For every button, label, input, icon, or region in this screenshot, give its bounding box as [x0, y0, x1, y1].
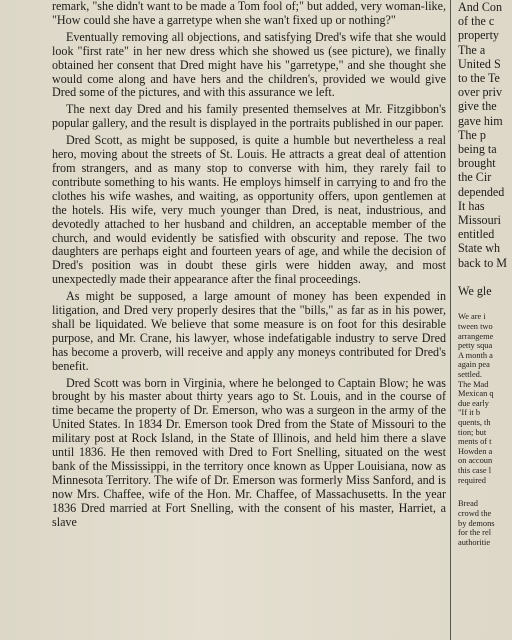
adjacent-column-line: Mexican q [458, 389, 494, 399]
adjacent-column-line: The Mad [458, 379, 489, 389]
adjacent-column-line [458, 485, 512, 499]
adjacent-column-line: Howden a [458, 446, 493, 456]
adjacent-column-line: We gle [458, 284, 492, 299]
adjacent-column-line: "If it b [458, 408, 481, 418]
adjacent-column-line: of the c [458, 14, 495, 29]
adjacent-column-line: petty squa [458, 341, 493, 351]
adjacent-column-line: We are i [458, 312, 486, 322]
adjacent-column-line: And Con [458, 0, 503, 14]
adjacent-column-line: over priv [458, 85, 502, 100]
adjacent-column-line: arrangeme [458, 331, 494, 341]
column-rule [450, 0, 451, 640]
adjacent-column-line: to the Te [458, 71, 500, 86]
adjacent-column-line: being ta [458, 142, 497, 157]
article-paragraph: The next day Dred and his family presented themselves at Mr. Fitzgibbon's popular gallery, and the result is displayed in the portraits published in our paper. [52, 102, 446, 131]
adjacent-column-line: property [458, 28, 499, 43]
adjacent-column-line: brought [458, 156, 496, 171]
adjacent-column-line: quents, th [458, 417, 491, 427]
adjacent-column-line: gave him [458, 113, 503, 128]
adjacent-column-line: back to M [458, 255, 508, 270]
adjacent-column-line: settled. [458, 370, 482, 379]
article-paragraph: Dred Scott was born in Virginia, where he belonged to Captain Blow; he was brought by his master about thirty years ago to St. Louis, and in the course of time became the property of Dr. Emerson, who was a surgeon in the army of the United States. In 1834 Dr. Emerson took Dred from the State of Missouri to the military post at Rock Island, in the State of Illinois, and held him there a slave until 1836. He then removed with Dred to Fort Snelling, situated on the west bank of the Mississippi, in the territory once known as Upper Louisiana, now as Minnesota Territory. The wife of Dr. Emerson was formerly Miss Sanford, and is now Mrs. Chaffee, wife of the Hon. Mr. Chaffee, of Massachusetts. In the year 1836 Dred married at Fort Snelling, with the consent of his master, Harriet, a slave [52, 375, 446, 529]
adjacent-column-line: due early [458, 398, 489, 408]
adjacent-column-line: tween two [458, 322, 493, 332]
adjacent-column-line: the Cir [458, 170, 492, 185]
adjacent-column-line: The p [458, 127, 486, 142]
adjacent-column-line: entitled [458, 227, 495, 242]
adjacent-column-line: It has [458, 198, 485, 213]
article-paragraph: remark, "she didn't want to be made a Tom fool of;" but added, very woman-like, "How could she have a garretype when she wan't fixed up or nothing?" [52, 0, 446, 27]
adjacent-column-line: A month a [458, 350, 493, 360]
adjacent-column-line: depended [458, 184, 505, 199]
adjacent-column-line: Bread [458, 499, 478, 509]
adjacent-column-line: Missouri [458, 213, 502, 228]
article-column [52, 0, 446, 640]
adjacent-column-line: United S [458, 56, 501, 71]
adjacent-column-line: authoritie [458, 537, 491, 547]
article-paragraph: Eventually removing all objections, and satisfying Dred's wife that she would look "first rate" in her new dress which she showed us (see picture), we finally obtained her consent that Dred might have his "garretype," and she thought she would come along and have hers and the children's, provided we would give Dred some of the pictures, and with this assurance we left. [52, 29, 446, 100]
adjacent-column-line: required [458, 475, 486, 485]
article-paragraph: Dred Scott, as might be supposed, is quite a humble but nevertheless a real hero, moving about the streets of St. Louis. He attracts a great deal of attention from strangers, and as many stop to converse with him, they rarely fail to contribute something to his wants. He employs himself in carrying to and fro the clothes his wife washes, and waiting, as opportunity offers, upon gentlemen at the hotels. His wife, very much younger than Dred, is neat, industrious, and devotedly attached to her husband and children, an acceptable member of the church, and would evidently be satisfied with obscurity and repose. The two daughters are perhaps eight and fourteen years of age, and while the decision of Dred's position was in doubt these girls were hidden away, and most unexpectedly made their appearance after the final proceedings. [52, 133, 446, 287]
adjacent-column-line: by demons [458, 518, 495, 528]
adjacent-column-line: State wh [458, 241, 500, 256]
adjacent-column-line: ments of t [458, 437, 492, 447]
adjacent-column-line: crowd the [458, 508, 492, 518]
adjacent-column-line: on accoun [458, 456, 493, 466]
article-paragraph: As might be supposed, a large amount of money has been expended in litigation, and Dred very properly desires that the "bills," as far as in his power, shall be liquidated. We believe that some measure is on foot for this desirable purpose, and Mr. Crane, his lawyer, whose indefatigable industry to serve Dred has become a proverb, will receive and apply any moneys contributed for Dred's benefit. [52, 289, 446, 373]
adjacent-column-line: give the [458, 99, 497, 114]
adjacent-column [458, 0, 512, 640]
adjacent-column-line: tion; but [458, 427, 487, 437]
adjacent-column-line [458, 298, 512, 312]
adjacent-column-line: again pea [458, 360, 490, 370]
adjacent-column-line: this case l [458, 465, 492, 475]
adjacent-column-line: for the rel [458, 528, 492, 538]
adjacent-column-line: The a [458, 42, 486, 57]
adjacent-column-line [458, 270, 512, 284]
